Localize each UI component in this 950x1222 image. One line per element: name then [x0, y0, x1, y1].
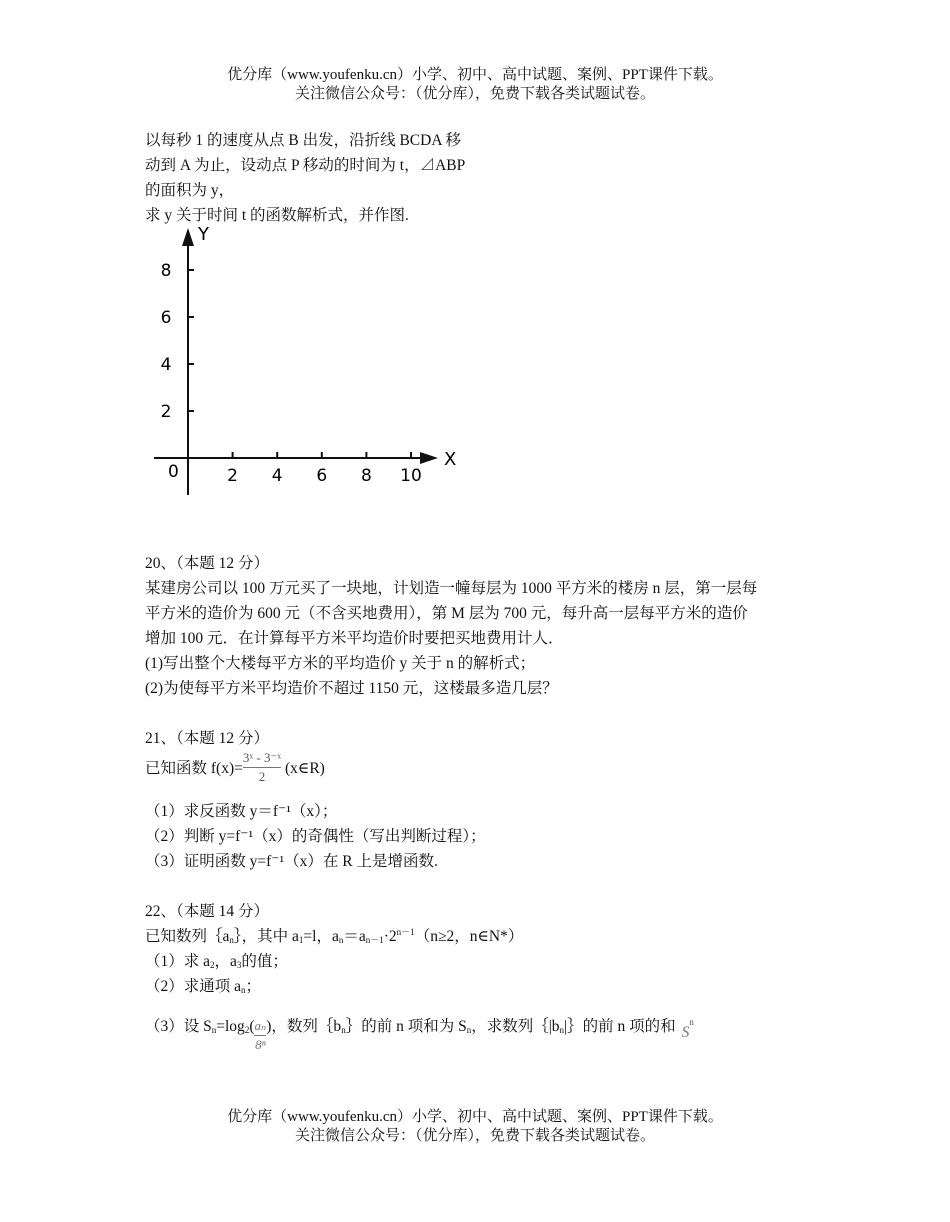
q22-title: 22、（本题 14 分） [145, 903, 270, 920]
origin-label: 0 [168, 462, 179, 482]
q20-line-2: 平方米的造价为 600 元（不含买地费用），第 M 层为 700 元，每升高一层每平方米的造价 [145, 605, 748, 622]
x-tick-label: 4 [271, 466, 283, 486]
q19-line-1: 以每秒 1 的速度从点 B 出发，沿折线 BCDA 移 [145, 132, 462, 149]
q19-line-4: 求 y 关于时间 t 的函数解析式，并作图. [145, 207, 409, 224]
q22-fraction: $\frac{\text{aₙ}}{\text{8ⁿ}}$ [254, 1018, 267, 1052]
header-line-1: 优分库（www.youfenku.cn）小学、初中、高中试题、案例、PPT课件下载。 [227, 67, 723, 83]
y-axis-arrow [182, 228, 194, 246]
q19-line-3: 的面积为 y， [145, 182, 235, 199]
axes-chart [140, 220, 460, 510]
q22-line-1: 已知数列$\{a_n\}$，其中 $a_1=l$，$a_n=a_{n-1}\cdot 2^{n-1}(n\ge 2$，n∈N*） [145, 927, 524, 945]
q20-line-5: (2)为使每平方米平均造价不超过 1150 元，这楼最多造几层？ [145, 680, 558, 697]
q20-line-1: 某建房公司以 100 万元买了一块地，计划造一幢每层为 1000 平方米的楼房 n 层，第一层每 [145, 580, 758, 597]
footer-line-1: 优分库（www.youfenku.cn）小学、初中、高中试题、案例、PPT课件下载。 [227, 1109, 723, 1125]
x-tick-label: 2 [227, 466, 239, 486]
q21-item-1: （1）求反函数 y＝f⁻¹（x）； [145, 803, 338, 820]
q22-sum-symbol: S [681, 1024, 690, 1042]
q21-frac-denominator: 2 [258, 769, 266, 784]
header-line-2: 关注微信公众号：（优分库），免费下载各类试题试卷。 [294, 86, 655, 102]
q22-item-1: （1）求 $a_2$，$a_3$的值； [145, 953, 288, 970]
q20-title: 20、（本题 12 分） [145, 555, 270, 572]
q20-line-3: 增加 100 元．在计算每平方米平均造价时要把买地费用计人． [145, 630, 564, 647]
x-tick-label: 10 [400, 466, 422, 486]
q19-line-2: 动到 A 为止，设动点 P 移动的时间为 t，⊿ABP [145, 157, 466, 174]
x-axis-arrow [420, 452, 438, 464]
q20-line-4: (1)写出整个大楼每平方米的平均造价 y 关于 n 的解析式； [145, 655, 536, 672]
x-axis-label: X [444, 449, 457, 470]
q22-item-2: （2）求通项 $a_n$； [145, 978, 262, 995]
q21-intro: 已知函数 f(x)= [145, 760, 243, 778]
y-tick-label: 8 [160, 261, 172, 281]
q21-frac-numerator: 3ˣ - 3⁻ˣ [242, 750, 282, 765]
footer-line-2: 关注微信公众号：（优分库），免费下载各类试题试卷。 [294, 1128, 655, 1144]
y-tick-label: 2 [160, 402, 172, 422]
x-tick-label: 6 [316, 466, 328, 486]
y-tick-label: 6 [160, 308, 172, 328]
q21-item-2: （2）判断 y=f⁻¹（x）的奇偶性（写出判断过程）； [145, 828, 486, 845]
q22-item-3: （3）设 $S_n=\log_2$( $\frac{\text{aₙ}}{\text{8ⁿ}}$ )，数列$\{b_n\}$的前 n 项和为 $S_n$，求数列$\{|b_n|\}$的前 n 项的和 $S^n$ [145, 1017, 694, 1052]
q21-domain: (x∈R) [284, 760, 325, 778]
y-axis-label: Y [198, 224, 209, 245]
q21-title: 21、（本题 12 分） [145, 730, 270, 747]
y-tick-label: 4 [160, 355, 172, 375]
q21-function-line [145, 752, 325, 787]
x-tick-label: 8 [360, 466, 372, 486]
q21-fraction [243, 750, 281, 785]
q21-item-3: （3）证明函数 y=f⁻¹（x）在 R 上是增函数. [145, 853, 438, 870]
